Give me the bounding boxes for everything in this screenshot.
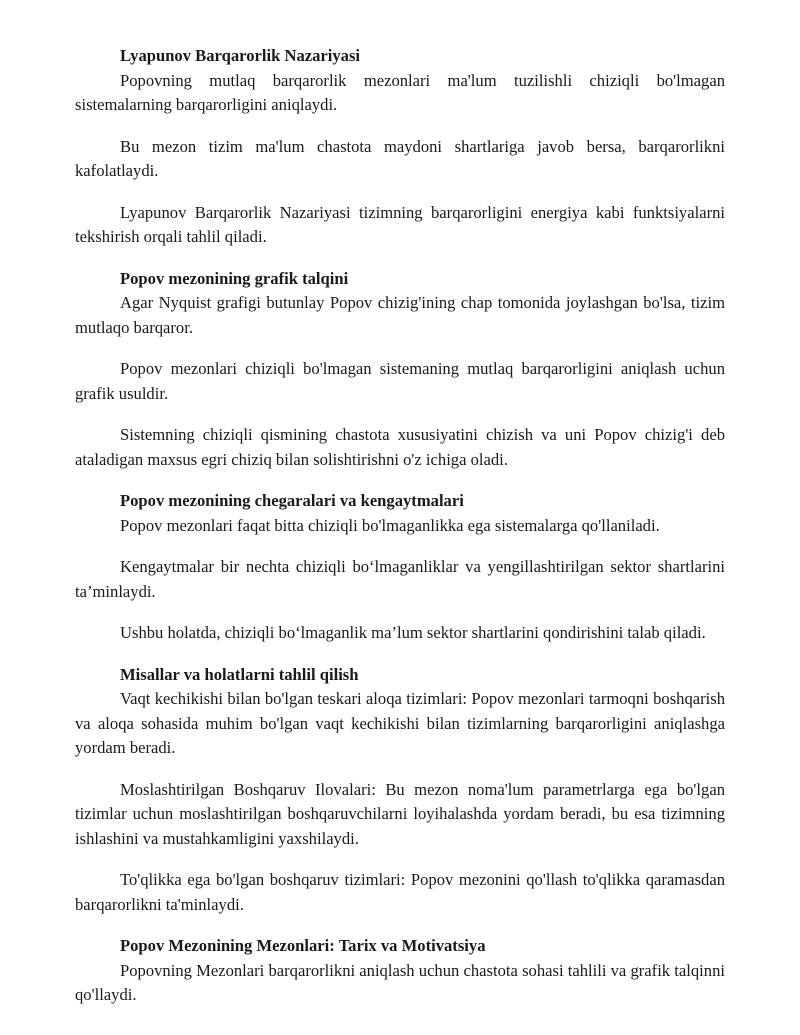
paragraph: Vaqt kechikishi bilan bo'lgan teskari aloqa tizimlari: Popov mezonlari tarmoqni boshqarish va aloqa sohasida muhim bo'lgan vaqt kechikishi bilan tizimlarning barqarorligini aniqlashga yordam beradi. (75, 689, 725, 757)
paragraph: Kengaytmalar bir nechta chiziqli bo‘lmaganliklar va yengillashtirilgan sektor shartlarini ta’minlaydi. (75, 557, 725, 601)
paragraph: To'qlikka ega bo'lgan boshqaruv tizimlari: Popov mezonini qo'llash to'qlikka qaramasdan barqarorlikni ta'minlaydi. (75, 870, 725, 914)
section-popov-graphic (75, 267, 725, 473)
section-heading: Lyapunov Barqarorlik Nazariyasi (120, 46, 361, 65)
document-page (75, 44, 725, 1008)
section-heading: Popov mezonining chegaralari va kengaytmalari (120, 491, 464, 510)
paragraph: Sistemning chiziqli qismining chastota xususiyatini chizish va uni Popov chizig'i deb ataladigan maxsus egri chiziq bilan solishtirishni o'z ichiga oladi. (75, 425, 725, 469)
section-history (75, 934, 725, 1008)
paragraph: Moslashtirilgan Boshqaruv Ilovalari: Bu mezon noma'lum parametrlarga ega bo'lgan tizimlar uchun moslashtirilgan boshqaruvchilarni loyihalashda yordam beradi, bu esa tizimning ishlashini va mustahkamligini yaxshilaydi. (75, 779, 725, 848)
paragraph: Lyapunov Barqarorlik Nazariyasi tizimning barqarorligini energiya kabi funktsiyalarni tekshirish orqali tahlil qiladi. (75, 202, 725, 246)
section-heading: Popov mezonining grafik talqini (120, 268, 349, 288)
paragraph: Popov mezonlari chiziqli bo'lmagan sistemaning mutlaq barqarorligini aniqlash uchun grafik usuldir. (75, 359, 725, 403)
paragraph: Bu mezon tizim ma'lum chastota maydoni shartlariga javob bersa, barqarorlikni kafolatlaydi. (75, 136, 725, 180)
paragraph: Agar Nyquist grafigi butunlay Popov chizig'ining chap tomonida joylashgan bo'lsa, tizim mutlaqo barqaror. (75, 293, 725, 337)
section-lyapunov (75, 44, 725, 250)
paragraph: Popovning mutlaq barqarorlik mezonlari ma'lum tuzilishli chiziqli bo'lmagan sistemalarning barqarorligini aniqlaydi. (75, 70, 725, 114)
section-heading: Popov Mezonining Mezonlari: Tarix va Motivatsiya (120, 936, 486, 955)
section-heading: Misallar va holatlarni tahlil qilish (120, 664, 359, 684)
section-popov-limits (75, 489, 725, 646)
paragraph: Ushbu holatda, chiziqli bo‘lmaganlik ma’lum sektor shartlarini qondirishini talab qiladi. (120, 623, 706, 642)
section-examples (75, 663, 725, 918)
paragraph: Popov mezonlari faqat bitta chiziqli bo'lmaganlikka ega sistemalarga qo'llaniladi. (120, 515, 660, 535)
paragraph: Popovning Mezonlari barqarorlikni aniqlash uchun chastota sohasi tahlili va grafik talqinni qo'llaydi. (75, 960, 725, 1004)
